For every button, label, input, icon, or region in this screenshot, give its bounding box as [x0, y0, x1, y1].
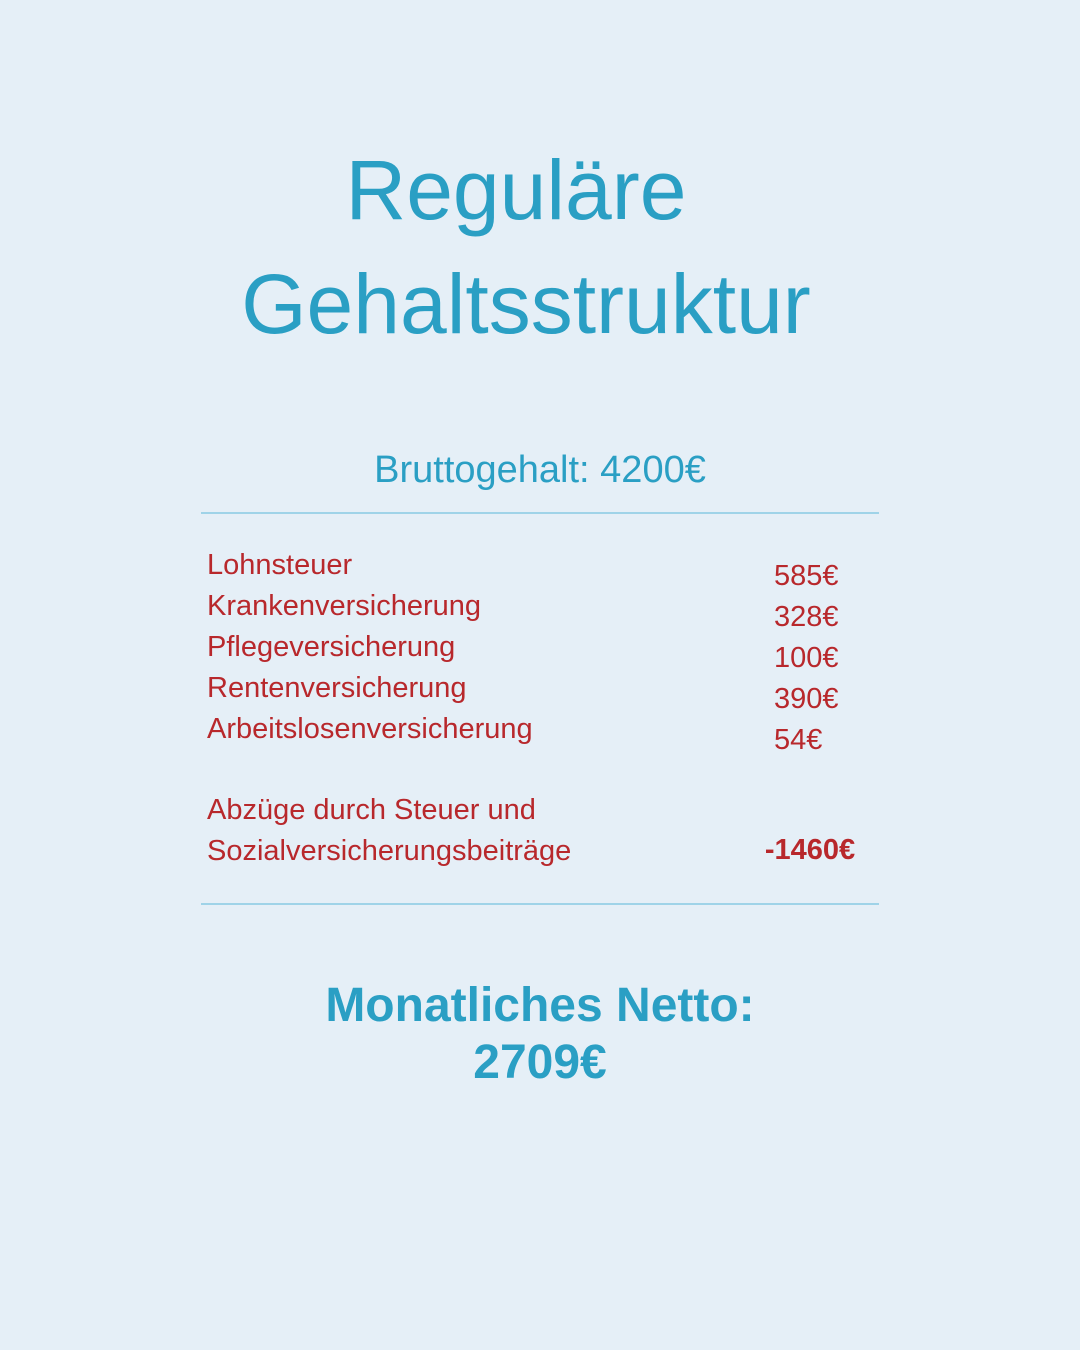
- page-title-line-2: Gehaltsstruktur: [241, 257, 811, 351]
- item-label-lohnsteuer: Lohnsteuer: [207, 549, 353, 581]
- item-value-rentenversicherung: 390€: [774, 683, 839, 715]
- item-value-arbeitslosenversicherung: 54€: [774, 724, 823, 756]
- item-label-krankenversicherung: Krankenversicherung: [207, 590, 482, 622]
- item-label-rentenversicherung: Rentenversicherung: [207, 672, 467, 704]
- deduction-values: [774, 556, 894, 761]
- gross-salary: Bruttogehalt: 4200€: [374, 449, 706, 491]
- total-deductions-label: [207, 790, 727, 872]
- item-value-pflegeversicherung: 100€: [774, 642, 839, 674]
- divider-top: [201, 512, 879, 514]
- item-value-krankenversicherung: 328€: [774, 601, 839, 633]
- item-label-pflegeversicherung: Pflegeversicherung: [207, 631, 456, 663]
- item-value-lohnsteuer: 585€: [774, 560, 839, 592]
- total-deductions-label-line-2: Sozialversicherungsbeiträge: [207, 835, 572, 867]
- total-deductions-label-line-1: Abzüge durch Steuer und: [207, 794, 536, 826]
- page-title-line-1: Reguläre: [345, 143, 687, 237]
- net-salary-value: 2709€: [473, 1036, 607, 1089]
- net-salary-label: Monatliches Netto:: [325, 979, 755, 1032]
- deduction-labels: [207, 545, 727, 750]
- divider-bottom: [201, 903, 879, 905]
- item-label-arbeitslosenversicherung: Arbeitslosenversicherung: [207, 713, 533, 745]
- total-deductions-value: -1460€: [764, 834, 856, 866]
